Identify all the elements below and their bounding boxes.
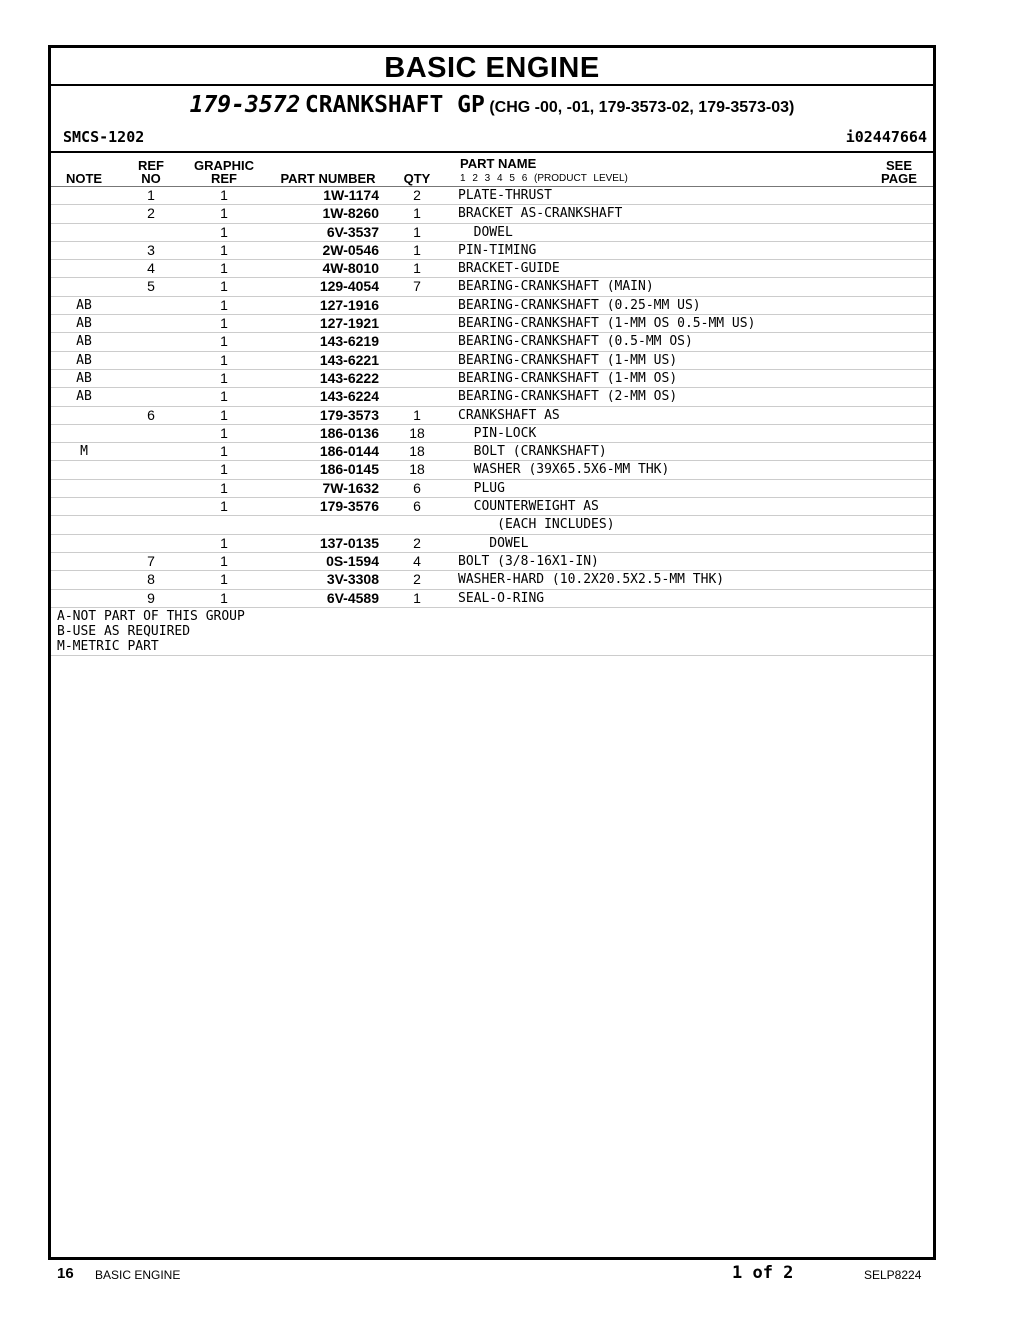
row-part-name: BEARING-CRANKSHAFT (2-MM OS) (458, 389, 678, 405)
row-qty: 4 (413, 552, 421, 569)
col-qty: QTY (403, 171, 431, 186)
row-part-name: BEARING-CRANKSHAFT (MAIN) (458, 279, 654, 295)
table-row (51, 242, 933, 260)
row-part-number: 0S-1594 (326, 552, 379, 569)
row-graphic-ref: 1 (220, 205, 228, 222)
row-qty: 1 (413, 205, 421, 222)
table-row (51, 443, 933, 461)
row-part-name: COUNTERWEIGHT AS (458, 499, 599, 515)
row-part-name: PIN-TIMING (458, 242, 537, 258)
row-part-number: 6V-3537 (326, 223, 379, 240)
parts-page-frame (48, 45, 936, 1260)
table-row (51, 333, 933, 351)
table-row (51, 461, 933, 479)
footer-page-number: 16 (57, 1265, 74, 1282)
row-graphic-ref: 1 (220, 479, 228, 496)
row-graphic-ref: 1 (220, 424, 228, 441)
row-part-number: 1W-8260 (322, 205, 379, 222)
row-part-number: 179-3573 (319, 406, 379, 423)
col-ref-top: REF (138, 158, 164, 173)
row-part-name: BEARING-CRANKSHAFT (0.5-MM OS) (458, 334, 693, 350)
row-qty: 18 (409, 461, 425, 478)
row-ref-no: 3 (147, 241, 155, 258)
row-graphic-ref: 1 (220, 589, 228, 606)
row-part-number: 7W-1632 (322, 479, 379, 496)
row-graphic-ref: 1 (220, 333, 228, 350)
row-ref-no: 6 (147, 406, 155, 423)
row-graphic-ref: 1 (220, 278, 228, 295)
row-part-number: 186-0144 (319, 443, 379, 460)
row-graphic-ref: 1 (220, 461, 228, 478)
col-see-top: SEE (885, 158, 912, 173)
col-graphic-top: GRAPHIC (194, 158, 254, 173)
product-level-scale: 1 2 3 4 5 6 (PRODUCT LEVEL) (460, 173, 628, 184)
row-qty: 1 (413, 406, 421, 423)
table-row (51, 205, 933, 223)
row-part-number: 2W-0546 (322, 241, 379, 258)
row-part-number: 186-0145 (319, 461, 379, 478)
row-graphic-ref: 1 (220, 315, 228, 332)
row-qty: 1 (413, 241, 421, 258)
table-row (51, 224, 933, 242)
row-part-name: SEAL-O-RING (458, 590, 545, 606)
section-title: BASIC ENGINE (51, 48, 933, 86)
row-note: AB (76, 316, 92, 332)
group-number: 179-3572 (189, 92, 301, 118)
smcs-code: SMCS-1202 (63, 128, 145, 146)
row-part-number: 186-0136 (319, 424, 379, 441)
notes-legend (57, 609, 245, 654)
row-part-name: DOWEL (458, 224, 513, 240)
group-name: CRANKSHAFT GP (304, 92, 485, 118)
col-part-number: PART NUMBER (280, 171, 376, 186)
col-see-bottom: PAGE (881, 171, 917, 186)
row-qty: 1 (413, 260, 421, 277)
row-part-name: BEARING-CRANKSHAFT (1-MM US) (458, 352, 678, 368)
row-graphic-ref: 1 (220, 534, 228, 551)
row-graphic-ref: 1 (220, 223, 228, 240)
row-part-number: 3V-3308 (326, 571, 379, 588)
row-ref-no: 8 (147, 571, 155, 588)
row-part-name: BOLT (3/8-16X1-IN) (458, 553, 599, 569)
row-graphic-ref: 1 (220, 406, 228, 423)
row-part-number: 143-6224 (319, 388, 379, 405)
row-ref-no: 7 (147, 552, 155, 569)
table-row (51, 297, 933, 315)
col-graphic-bottom: REF (211, 171, 237, 186)
row-part-number: 143-6222 (319, 369, 379, 386)
row-qty: 6 (413, 479, 421, 496)
row-graphic-ref: 1 (220, 498, 228, 515)
row-ref-no: 9 (147, 589, 155, 606)
row-graphic-ref: 1 (220, 571, 228, 588)
row-graphic-ref: 1 (220, 260, 228, 277)
footer-page-of: 1 of 2 (732, 1263, 794, 1283)
table-row (51, 480, 933, 498)
table-row (51, 315, 933, 333)
note-b: B-USE AS REQUIRED (57, 624, 191, 639)
row-qty: 6 (413, 498, 421, 515)
row-note: AB (76, 370, 92, 386)
note-a: A-NOT PART OF THIS GROUP (57, 609, 245, 624)
group-heading (51, 92, 933, 118)
row-part-number: 1W-1174 (323, 187, 379, 203)
row-qty: 2 (413, 534, 421, 551)
row-qty: 2 (413, 187, 421, 203)
row-part-number: 137-0135 (319, 534, 379, 551)
row-part-number: 127-1921 (319, 315, 379, 332)
row-part-name: BRACKET-GUIDE (458, 261, 560, 277)
row-part-number: 129-4054 (319, 278, 379, 295)
row-qty: 7 (413, 278, 421, 295)
col-ref-bottom: NO (141, 171, 161, 186)
row-part-name: BEARING-CRANKSHAFT (0.25-MM US) (458, 297, 701, 313)
row-note: AB (76, 297, 92, 313)
row-ref-no: 2 (147, 205, 155, 222)
table-row (51, 516, 933, 534)
row-graphic-ref: 1 (220, 388, 228, 405)
row-note: AB (76, 334, 92, 350)
table-row (51, 498, 933, 516)
row-part-name: PLATE-THRUST (458, 188, 552, 203)
row-part-name: BEARING-CRANKSHAFT (1-MM OS 0.5-MM US) (458, 316, 756, 332)
table-row (51, 388, 933, 406)
row-qty: 1 (413, 223, 421, 240)
row-graphic-ref: 1 (220, 241, 228, 258)
table-row (51, 278, 933, 296)
row-part-name: PLUG (458, 480, 505, 496)
row-ref-no: 4 (147, 260, 155, 277)
col-note: NOTE (65, 171, 103, 186)
row-part-number: 143-6219 (319, 333, 379, 350)
row-graphic-ref: 1 (220, 369, 228, 386)
row-graphic-ref: 1 (220, 351, 228, 368)
document-id: i02447664 (845, 128, 927, 146)
table-row (51, 352, 933, 370)
row-part-name: CRANKSHAFT AS (458, 407, 560, 423)
parts-table (51, 187, 933, 608)
note-m: M-METRIC PART (57, 639, 159, 654)
row-part-name: (EACH INCLUDES) (458, 517, 615, 533)
row-part-name: PIN-LOCK (458, 425, 537, 441)
row-part-number: 4W-8010 (322, 260, 379, 277)
row-note: AB (76, 389, 92, 405)
row-part-name: BRACKET AS-CRANKSHAFT (458, 206, 623, 222)
row-part-number: 179-3576 (319, 498, 379, 515)
table-row (51, 535, 933, 553)
col-part-name: PART NAME (460, 156, 537, 171)
row-qty: 1 (413, 589, 421, 606)
table-row (51, 553, 933, 571)
row-graphic-ref: 1 (220, 187, 228, 203)
row-part-name: BEARING-CRANKSHAFT (1-MM OS) (458, 370, 678, 386)
row-graphic-ref: 1 (220, 552, 228, 569)
row-part-name: WASHER (39X65.5X6-MM THK) (458, 462, 670, 478)
table-row (51, 260, 933, 278)
table-row (51, 370, 933, 388)
row-part-name: BOLT (CRANKSHAFT) (458, 444, 607, 460)
row-ref-no: 5 (147, 278, 155, 295)
change-note: (CHG -00, -01, 179-3573-02, 179-3573-03) (489, 99, 795, 116)
footer-section: BASIC ENGINE (95, 1268, 181, 1282)
table-row (51, 187, 933, 205)
table-row (51, 590, 933, 608)
row-qty: 2 (413, 571, 421, 588)
row-part-name: DOWEL (458, 535, 529, 551)
row-ref-no: 1 (147, 187, 155, 203)
row-qty: 18 (409, 443, 425, 460)
row-qty: 18 (409, 424, 425, 441)
table-row (51, 407, 933, 425)
table-row (51, 571, 933, 589)
footer-doc-id: SELP8224 (864, 1268, 922, 1282)
row-part-number: 143-6221 (319, 351, 379, 368)
row-part-name: WASHER-HARD (10.2X20.5X2.5-MM THK) (458, 572, 725, 588)
row-note: AB (76, 352, 92, 368)
row-graphic-ref: 1 (220, 296, 228, 313)
table-row (51, 425, 933, 443)
row-note: M (80, 444, 88, 460)
notes-divider (51, 655, 933, 656)
row-graphic-ref: 1 (220, 443, 228, 460)
row-part-number: 6V-4589 (326, 589, 379, 606)
row-part-number: 127-1916 (319, 296, 379, 313)
header-divider (51, 151, 933, 153)
